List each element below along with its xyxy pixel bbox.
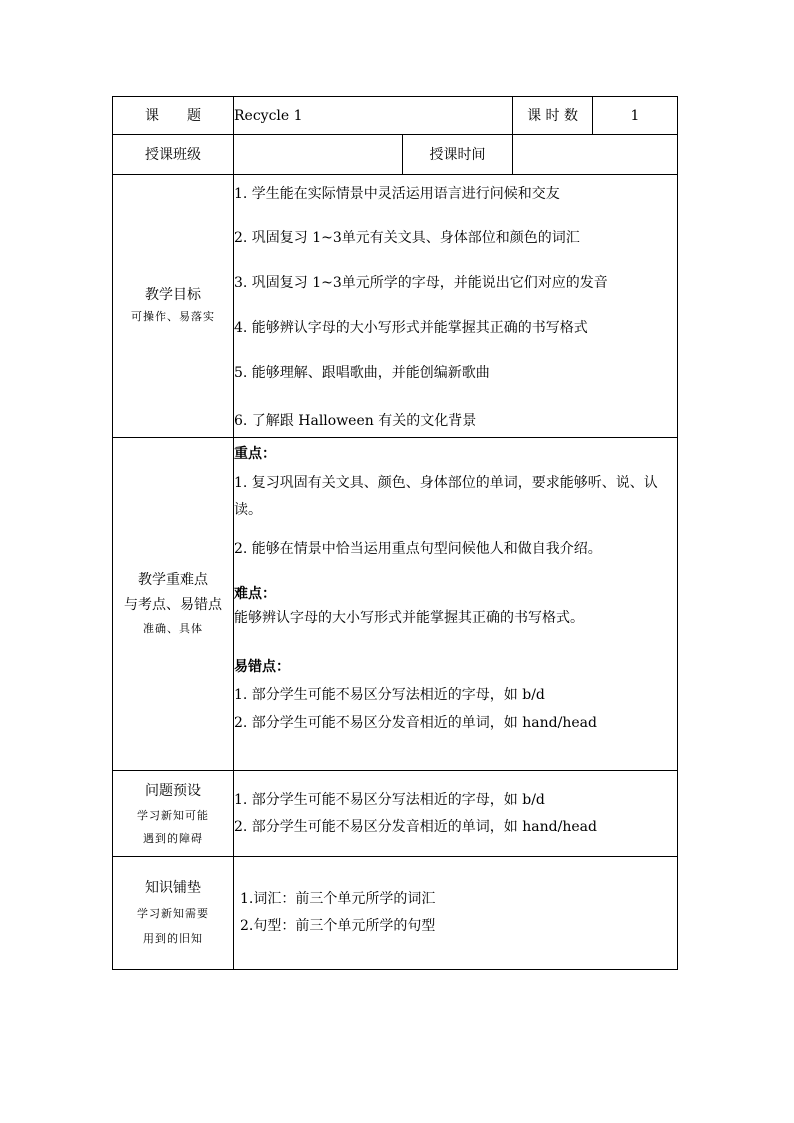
- difficult-title: 难点：: [234, 586, 276, 602]
- lesson-plan-table: [112, 96, 678, 970]
- objective-item: 3. 巩固复习 1~3单元所学的字母，并能说出它们对应的发音: [234, 275, 608, 291]
- row-problems: [113, 771, 678, 857]
- key-item: 1. 复习巩固有关文具、颜色、身体部位的单词，要求能够听、说、认读。: [234, 475, 658, 518]
- knowledge-item: 1.词汇：前三个单元所学的词汇: [240, 891, 436, 907]
- class-label: 授课班级: [113, 135, 234, 175]
- row-knowledge: [113, 857, 678, 970]
- time-label: 授课时间: [403, 135, 513, 175]
- objective-item: 1. 学生能在实际情景中灵活运用语言进行问候和交友: [234, 186, 560, 202]
- objectives-sublabel: 可操作、易落实: [131, 310, 215, 323]
- knowledge-content: [234, 857, 678, 970]
- time-value: [513, 135, 678, 175]
- knowledge-label-cell: [113, 857, 234, 970]
- hours-value: 1: [593, 97, 678, 135]
- error-item: 1. 部分学生可能不易区分写法相近的字母，如 b/d: [234, 687, 545, 703]
- key-points-label-line2: 与考点、易错点: [124, 597, 222, 613]
- row-key-points: [113, 438, 678, 771]
- difficult-text: 能够辨认字母的大小写形式并能掌握其正确的书写格式。: [234, 610, 584, 626]
- problems-sublabel-2: 遇到的障碍: [143, 831, 203, 845]
- problems-sublabel-1: 学习新知可能: [137, 808, 209, 822]
- key-points-sublabel: 准确、具体: [143, 622, 203, 635]
- knowledge-sublabel-1: 学习新知需要: [137, 907, 209, 920]
- row-objectives: [113, 175, 678, 438]
- row-topic: [113, 97, 678, 135]
- row-class: [113, 135, 678, 175]
- problem-item: 2. 部分学生可能不易区分发音相近的单词，如 hand/head: [234, 818, 597, 835]
- key-title: 重点：: [234, 446, 276, 462]
- objective-item: 6. 了解跟 Halloween 有关的文化背景: [234, 413, 477, 429]
- knowledge-item: 2.句型：前三个单元所学的句型: [240, 918, 436, 934]
- knowledge-label: 知识铺垫: [145, 880, 201, 896]
- key-points-label-cell: [113, 438, 234, 771]
- objective-item: 2. 巩固复习 1~3单元有关文具、身体部位和颜色的词汇: [234, 230, 580, 246]
- error-item: 2. 部分学生可能不易区分发音相近的单词，如 hand/head: [234, 715, 597, 731]
- objective-item: 4. 能够辨认字母的大小写形式并能掌握其正确的书写格式: [234, 320, 588, 336]
- class-value: [234, 135, 403, 175]
- error-title: 易错点：: [234, 659, 290, 675]
- problems-label: 问题预设: [145, 782, 201, 799]
- knowledge-sublabel-2: 用到的旧知: [143, 932, 203, 945]
- key-item: 2. 能够在情景中恰当运用重点句型问候他人和做自我介绍。: [234, 541, 602, 557]
- objectives-content: [234, 175, 678, 438]
- problems-content: [234, 771, 678, 857]
- topic-value: Recycle 1: [234, 97, 513, 135]
- problems-label-cell: [113, 771, 234, 857]
- key-points-content: [234, 438, 678, 771]
- objectives-label: 教学目标: [145, 287, 201, 303]
- problem-item: 1. 部分学生可能不易区分写法相近的字母，如 b/d: [234, 791, 545, 808]
- hours-label: 课 时 数: [513, 97, 593, 135]
- key-points-label-line1: 教学重难点: [138, 572, 208, 588]
- topic-label: 课 题: [113, 97, 234, 135]
- objectives-label-cell: [113, 175, 234, 438]
- objective-item: 5. 能够理解、跟唱歌曲，并能创编新歌曲: [234, 365, 490, 381]
